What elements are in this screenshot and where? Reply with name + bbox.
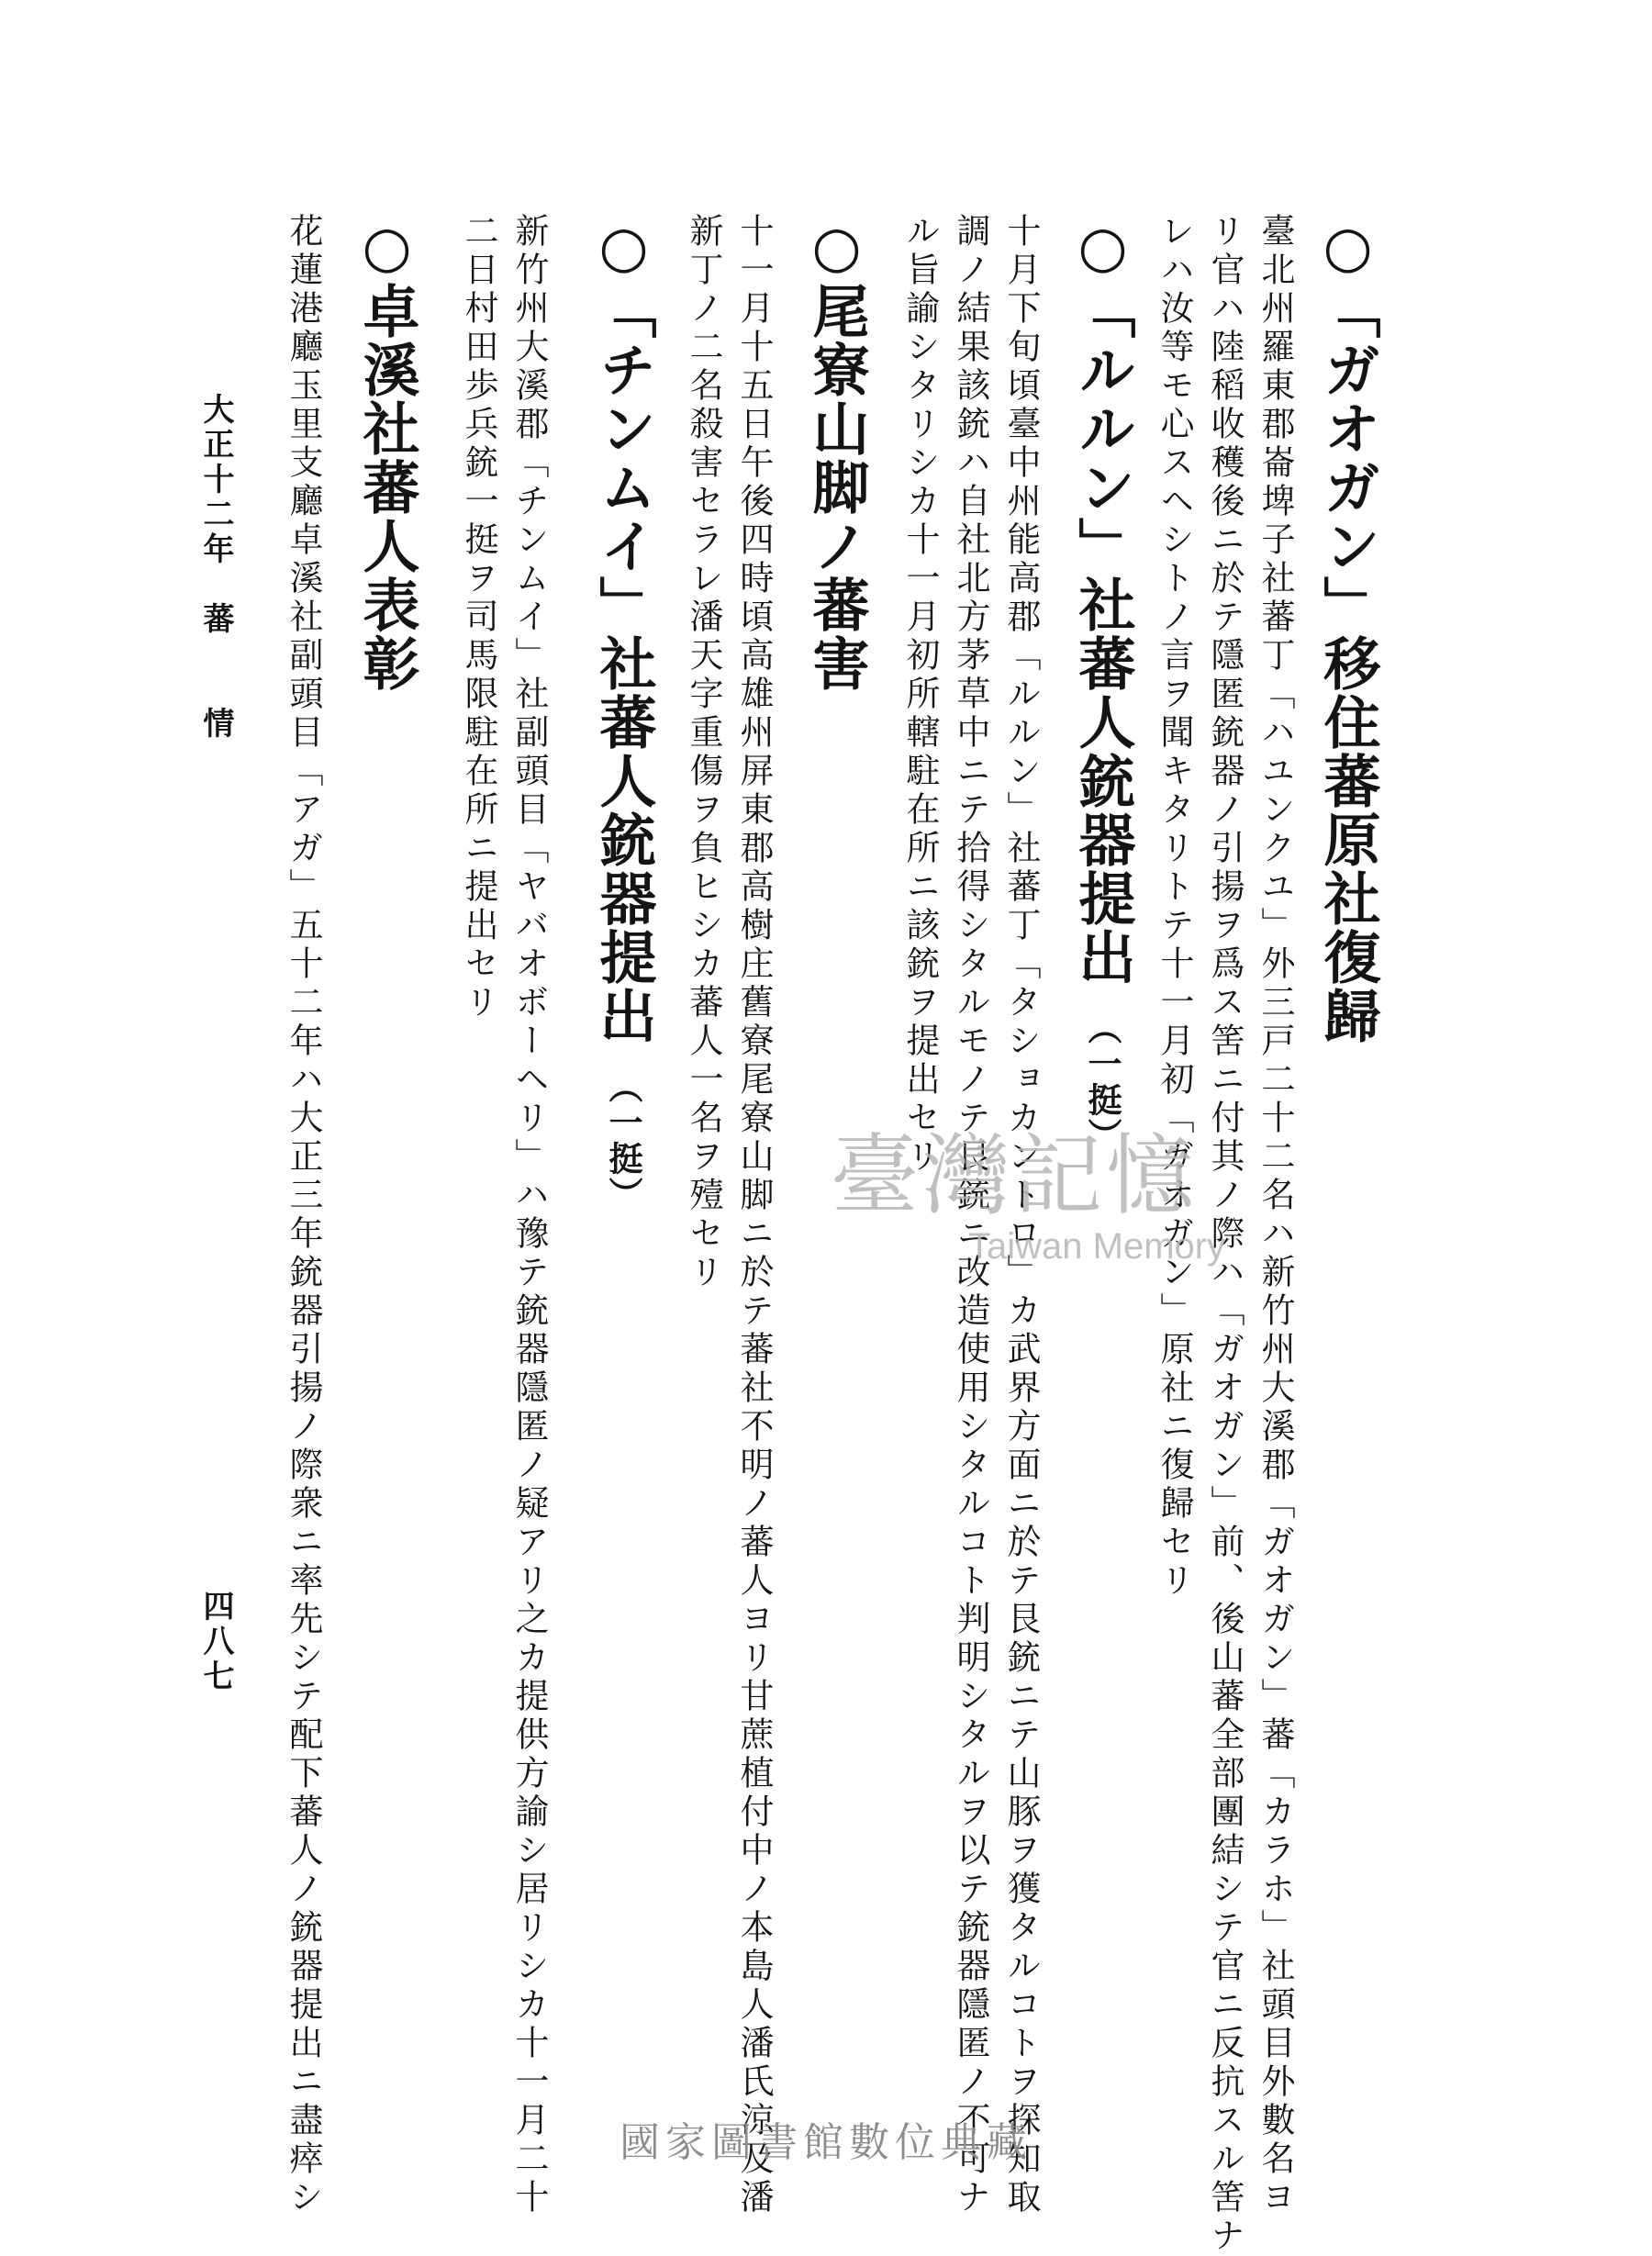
- section-1-line-2: リ官ハ陸稻收穫後ニ於テ隱匿銃器ノ引揚ヲ爲ス筈ニ付其ノ際ハ「ガオガン」前、後山蕃全部團結シテ官ニ反抗スル筈ナ: [1205, 213, 1245, 2256]
- page-number: 四八七: [197, 1590, 234, 1694]
- running-head-title: 大正十二年 蕃 情: [197, 393, 234, 742]
- section-2-count-note: （一挺）: [1082, 1011, 1122, 1154]
- section-2-line-1: 十月下旬頃臺中州能高郡「ルルン」社蕃丁「タショカントロ」カ武界方面ニ於テ艮銃ニテ山豚ヲ獲タルコトヲ探知取: [1001, 213, 1041, 2217]
- section-3-heading: ○尾寮山脚ノ蕃害: [803, 213, 870, 693]
- section-4-heading: [590, 213, 657, 1212]
- section-4-line-1: 新竹州大溪郡「チンムイ」社副頭目「ヤバオボーヘリ」ハ豫テ銃器隱匿ノ疑アリ之カ提供方諭シ居リシカ十一月二十: [509, 213, 549, 2217]
- section-2-heading: [1069, 213, 1136, 1154]
- section-2-line-3: ル旨諭シタリシカ十一月初所轄駐在所ニ該銃ヲ提出セリ: [900, 213, 940, 1177]
- watermark-latin: Taiwan Memory: [968, 1226, 1226, 1267]
- section-1-heading: ○「ガオガン」移住蕃原社復歸: [1314, 213, 1381, 1045]
- section-2-line-2: 調ノ結果該銃ハ自社北方茅草中ニテ拾得シタルモノテ艮銃ニ改造使用シタルコト判明シタルヲ以テ銃器隱匿ノ不可ナ: [951, 213, 990, 2217]
- section-4-line-2: 二日村田歩兵銃一挺ヲ司馬限駐在所ニ提出セリ: [459, 213, 498, 1022]
- watermark-chinese: 臺灣記憶: [831, 1124, 1198, 1227]
- section-4-heading-text: ○「チンムイ」社蕃人銃器提出: [590, 213, 657, 1045]
- section-5-heading: ○卓溪社蕃人表彰: [353, 213, 420, 693]
- section-1-line-1: 臺北州羅東郡崙埤子社蕃丁「ハユンクユ」外三戸二十二名ハ新竹州大溪郡「ガオガン」蕃「カラホ」社頭目外數名ヨ: [1256, 213, 1295, 2217]
- section-3-line-1: 十一月十五日午後四時頃高雄州屏東郡高樹庄舊寮尾寮山脚ニ於テ蕃社不明ノ蕃人ヨリ甘蔗植付中ノ本島人潘氏涼及潘: [734, 213, 774, 2217]
- section-1-line-3: レハ汝等モ心スヘシトノ言ヲ聞キタリトテ十一月初「ガオガン」原社ニ復歸セリ: [1155, 213, 1194, 1601]
- archive-footer: 國家圖書館數位典藏: [620, 2119, 1032, 2166]
- section-5-line-1: 花蓮港廳玉里支廳卓溪社副頭目「アガ」五十二年ハ大正三年銃器引揚ノ際衆ニ率先シテ配下蕃人ノ銃器提出ニ盡瘁シ: [284, 213, 323, 2217]
- section-4-count-note: （一挺）: [603, 1069, 643, 1212]
- watermark: [831, 1106, 1225, 1268]
- section-3-line-2: 新丁ノ二名殺害セラレ潘天字重傷ヲ負ヒシカ蕃人一名ヲ殪セリ: [684, 213, 723, 1292]
- section-2-heading-text: ○「ルルン」社蕃人銃器提出: [1069, 213, 1136, 987]
